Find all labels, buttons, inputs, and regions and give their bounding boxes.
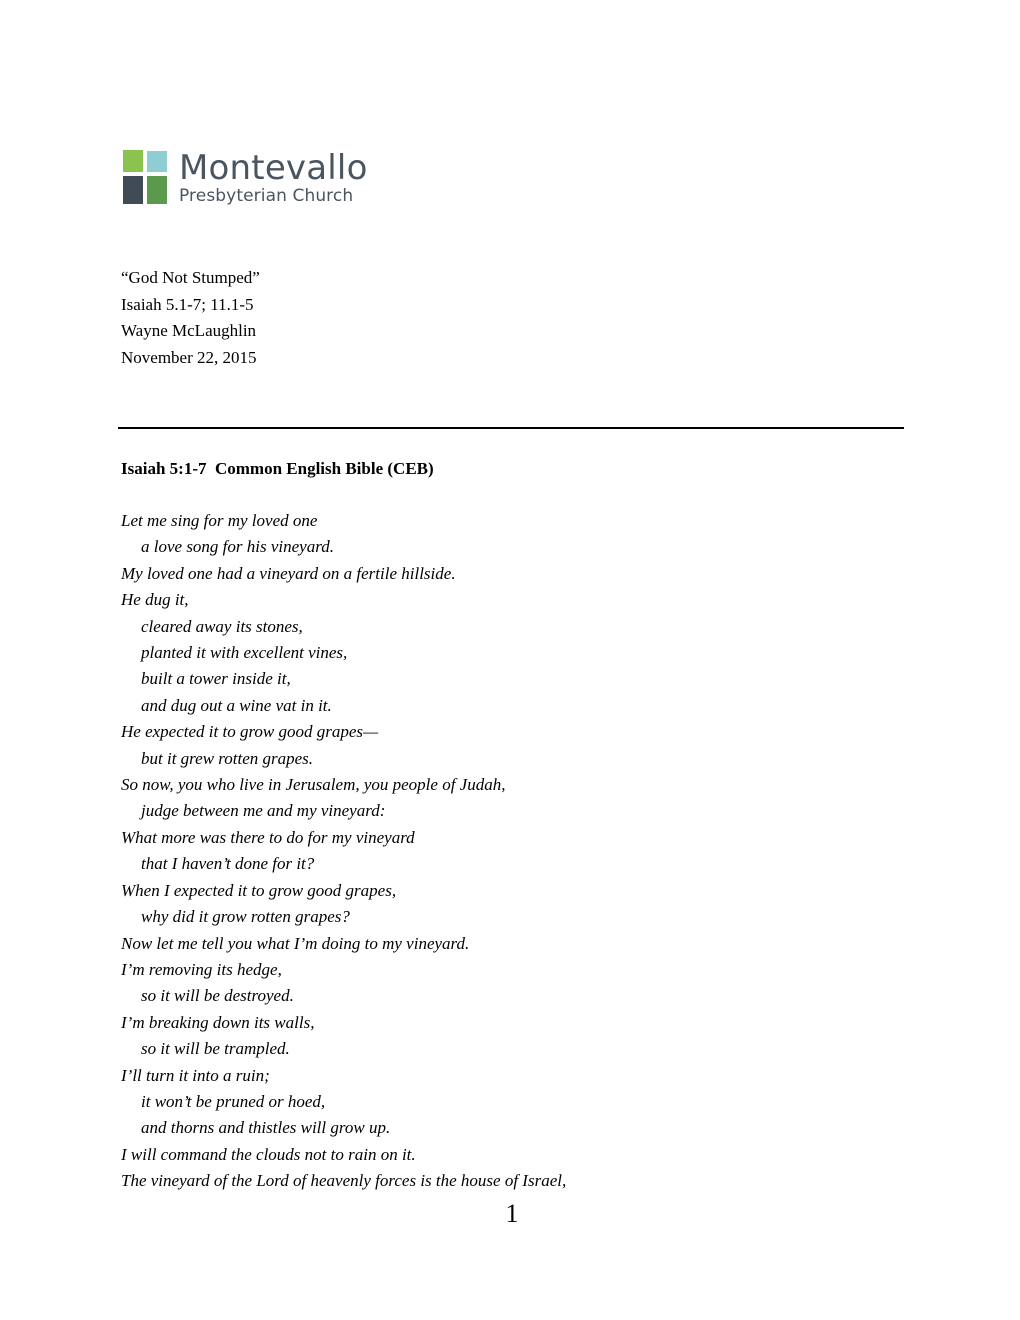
logo-church-subtitle: Presbyterian Church bbox=[179, 186, 354, 206]
passage-line: He expected it to grow good grapes— bbox=[121, 722, 379, 742]
passage-line: I’m removing its hedge, bbox=[121, 959, 282, 979]
passage-line: planted it with excellent vines, bbox=[141, 643, 348, 663]
sermon-scripture: Isaiah 5.1-7; 11.1-5 bbox=[121, 294, 254, 314]
logo-square-bottom-right bbox=[147, 176, 167, 204]
logo-square-top-right bbox=[147, 151, 167, 172]
passage-line: I’ll turn it into a ruin; bbox=[121, 1065, 270, 1085]
passage-line: built a tower inside it, bbox=[141, 669, 291, 689]
passage-line: cleared away its stones, bbox=[141, 616, 303, 636]
passage-line: The vineyard of the Lord of heavenly forces is the house of Israel, bbox=[121, 1171, 567, 1191]
passage-line: so it will be destroyed. bbox=[141, 986, 294, 1006]
scripture-passage bbox=[121, 508, 566, 1195]
logo-square-bottom-left bbox=[123, 176, 143, 204]
passage-line: Now let me tell you what I’m doing to my vineyard. bbox=[121, 933, 470, 953]
passage-line: judge between me and my vineyard: bbox=[141, 801, 386, 821]
sermon-date: November 22, 2015 bbox=[121, 347, 257, 367]
passage-line: So now, you who live in Jerusalem, you people of Judah, bbox=[121, 775, 506, 795]
logo-square-top-left bbox=[123, 150, 143, 172]
logo-church-name: Montevallo bbox=[179, 148, 368, 188]
passage-line: and thorns and thistles will grow up. bbox=[141, 1118, 391, 1138]
passage-line: What more was there to do for my vineyard bbox=[121, 827, 415, 847]
sermon-preacher: Wayne McLaughlin bbox=[121, 321, 257, 340]
church-logo bbox=[123, 150, 368, 206]
passage-line: it won’t be pruned or hoed, bbox=[141, 1091, 326, 1111]
horizontal-divider bbox=[118, 427, 904, 429]
passage-line: Let me sing for my loved one bbox=[121, 511, 318, 530]
sermon-header bbox=[121, 265, 260, 371]
reading-heading: Isaiah 5:1-7 Common English Bible (CEB) bbox=[121, 459, 434, 478]
passage-line: so it will be trampled. bbox=[141, 1039, 290, 1059]
passage-line: that I haven’t done for it? bbox=[141, 854, 315, 874]
sermon-title: “God Not Stumped” bbox=[121, 268, 260, 287]
passage-line: I’m breaking down its walls, bbox=[121, 1012, 315, 1032]
passage-line: why did it grow rotten grapes? bbox=[141, 907, 350, 927]
passage-line: a love song for his vineyard. bbox=[141, 537, 334, 557]
logo-mark-icon bbox=[123, 150, 167, 204]
passage-line: When I expected it to grow good grapes, bbox=[121, 880, 397, 900]
passage-line: He dug it, bbox=[121, 590, 189, 610]
logo-wordmark bbox=[179, 150, 368, 206]
passage-line: My loved one had a vineyard on a fertile hillside. bbox=[121, 563, 456, 583]
page-number: 1 bbox=[505, 1199, 519, 1228]
passage-line: I will command the clouds not to rain on it. bbox=[121, 1144, 416, 1164]
passage-line: but it grew rotten grapes. bbox=[141, 748, 314, 768]
passage-line: and dug out a wine vat in it. bbox=[141, 695, 332, 715]
